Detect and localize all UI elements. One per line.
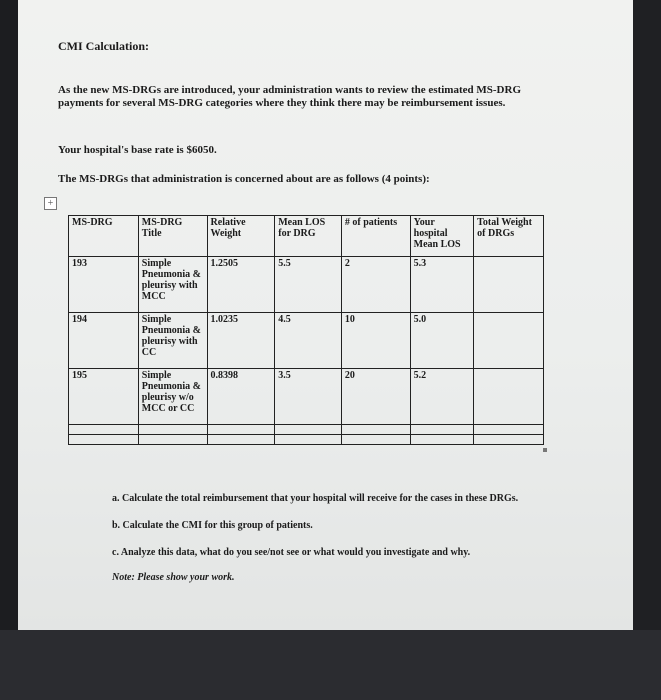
blank-cell[interactable] bbox=[474, 425, 544, 435]
question-b: b. Calculate the CMI for this group of patients. bbox=[112, 520, 313, 531]
header-ms-drg: MS-DRG bbox=[69, 216, 139, 257]
note-line: Note: Please show your work. bbox=[112, 572, 235, 583]
cell-total-weight[interactable] bbox=[474, 257, 544, 313]
cell-mean-los[interactable]: 5.5 bbox=[275, 257, 342, 313]
cell-hospital-los[interactable]: 5.3 bbox=[410, 257, 474, 313]
blank-cell[interactable] bbox=[474, 435, 544, 445]
base-rate-line: Your hospital's base rate is $6050. bbox=[58, 144, 217, 156]
table-blank-row bbox=[69, 425, 544, 435]
cell-mean-los[interactable]: 3.5 bbox=[275, 369, 342, 425]
table-header-row bbox=[69, 216, 544, 257]
cell-patients[interactable]: 2 bbox=[341, 257, 410, 313]
table-row bbox=[69, 369, 544, 425]
blank-cell[interactable] bbox=[410, 425, 474, 435]
bottom-bezel bbox=[0, 630, 661, 700]
cell-patients[interactable]: 20 bbox=[341, 369, 410, 425]
blank-cell[interactable] bbox=[207, 425, 275, 435]
header-mean-los: Mean LOS for DRG bbox=[275, 216, 342, 257]
header-patients: # of patients bbox=[341, 216, 410, 257]
blank-cell[interactable] bbox=[341, 425, 410, 435]
question-a: a. Calculate the total reimbursement that your hospital will receive for the cases in these DRGs. bbox=[112, 493, 519, 504]
drg-table bbox=[68, 215, 544, 445]
table-resize-handle[interactable] bbox=[543, 448, 547, 452]
right-bezel bbox=[633, 0, 661, 700]
blank-cell[interactable] bbox=[207, 435, 275, 445]
cell-total-weight[interactable] bbox=[474, 313, 544, 369]
cell-drg[interactable]: 193 bbox=[69, 257, 139, 313]
blank-cell[interactable] bbox=[138, 435, 207, 445]
blank-cell[interactable] bbox=[275, 425, 342, 435]
cell-title[interactable]: Simple Pneumonia & pleurisy w/o MCC or CC bbox=[138, 369, 207, 425]
cell-hospital-los[interactable]: 5.0 bbox=[410, 313, 474, 369]
cell-title[interactable]: Simple Pneumonia & pleurisy with CC bbox=[138, 313, 207, 369]
blank-cell[interactable] bbox=[69, 435, 139, 445]
cell-drg[interactable]: 195 bbox=[69, 369, 139, 425]
header-total-weight: Total Weight of DRGs bbox=[474, 216, 544, 257]
header-title: MS-DRG Title bbox=[138, 216, 207, 257]
intro-paragraph: As the new MS-DRGs are introduced, your administration wants to review the estimated MS-DRG payments for several MS-DRG categories where they think there may be reimbursement issues. bbox=[58, 84, 521, 109]
question-c: c. Analyze this data, what do you see/not see or what would you investigate and why. bbox=[112, 547, 471, 558]
table-move-handle-icon[interactable]: + bbox=[44, 197, 57, 210]
cell-drg[interactable]: 194 bbox=[69, 313, 139, 369]
cell-patients[interactable]: 10 bbox=[341, 313, 410, 369]
blank-cell[interactable] bbox=[69, 425, 139, 435]
cell-hospital-los[interactable]: 5.2 bbox=[410, 369, 474, 425]
table-row bbox=[69, 257, 544, 313]
cell-title[interactable]: Simple Pneumonia & pleurisy with MCC bbox=[138, 257, 207, 313]
header-relative-weight: Relative Weight bbox=[207, 216, 275, 257]
blank-cell[interactable] bbox=[410, 435, 474, 445]
document-title: CMI Calculation: bbox=[58, 39, 149, 53]
blank-cell[interactable] bbox=[275, 435, 342, 445]
blank-cell[interactable] bbox=[138, 425, 207, 435]
left-bezel bbox=[0, 0, 18, 700]
table-blank-row bbox=[69, 435, 544, 445]
cell-total-weight[interactable] bbox=[474, 369, 544, 425]
header-hospital-los: Your hospital Mean LOS bbox=[410, 216, 474, 257]
cell-weight[interactable]: 1.0235 bbox=[207, 313, 275, 369]
cell-mean-los[interactable]: 4.5 bbox=[275, 313, 342, 369]
table-row bbox=[69, 313, 544, 369]
cell-weight[interactable]: 1.2505 bbox=[207, 257, 275, 313]
cell-weight[interactable]: 0.8398 bbox=[207, 369, 275, 425]
concern-line: The MS-DRGs that administration is concerned about are as follows (4 points): bbox=[58, 173, 430, 185]
blank-cell[interactable] bbox=[341, 435, 410, 445]
